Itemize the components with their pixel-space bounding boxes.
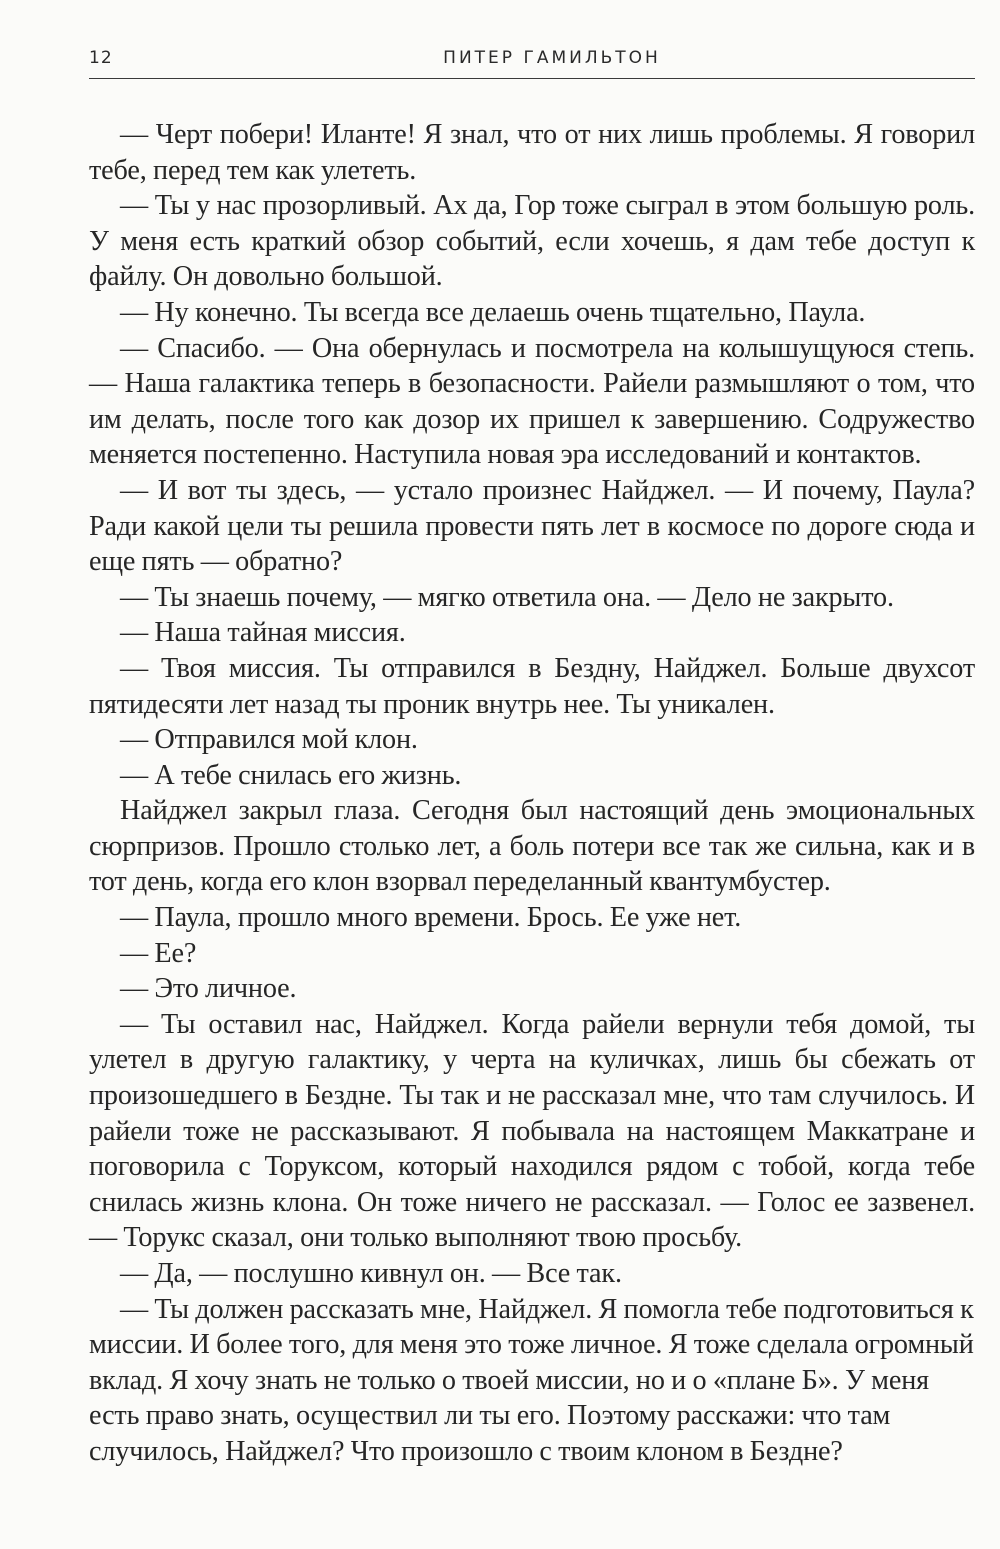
paragraph: — И вот ты здесь, — устало произнес Найджел. — И почему, Паула? Ради какой цели ты решила провести пять лет в космосе по дороге сюда и еще пять — обратно?	[89, 474, 975, 578]
paragraph: — Да, — послушно кивнул он. — Все так.	[120, 1258, 622, 1289]
paragraph: — Ее?	[120, 937, 197, 969]
paragraph: — Ты у нас прозорливый. Ах да, Гор тоже сыграл в этом большую роль. У меня есть краткий обзор событий, если хочешь, я дам тебе доступ к файлу. Он довольно большой.	[89, 190, 975, 293]
page-number: 12	[89, 48, 113, 68]
paragraph: — Спасибо. — Она обернулась и посмотрела на колышущуюся степь. — Наша галактика теперь в безопасности. Райели размышляют о том, что им делать, после того как дозор их пришел к завершению. Содружество меняется постепенно. Наступила новая эра исследований и контактов.	[89, 332, 975, 471]
paragraph: — Ты знаешь почему, — мягко ответила она. — Дело не закрыто.	[120, 581, 894, 613]
paragraph: — Паула, прошло много времени. Брось. Ее уже нет.	[120, 902, 742, 934]
paragraph: — Ты должен рассказать мне, Найджел. Я помогла тебе подготовиться к миссии. И более того, для меня это тоже личное. Я тоже сделала огромный вклад. Я хочу знать не только о твоей миссии, но и о «плане Б». У меня есть право знать, осуществил ли ты его. Поэтому расскажи: что там случилось, Найджел? Что произошло с твоим клоном в Бездне?	[89, 1293, 974, 1467]
paragraph: — Это личное.	[120, 973, 297, 1005]
paragraph: — Отправился мой клон.	[120, 724, 418, 756]
running-title: ПИТЕР ГАМИЛЬТОН	[443, 48, 661, 68]
paragraph: — Ты оставил нас, Найджел. Когда райели вернули тебя домой, ты улетел в другую галактику, у черта на куличках, лишь бы сбежать от произошедшего в Бездне. Ты так и не рассказал мне, что там случилось. И райели тоже не рассказывают. Я побывала на настоящем Маккатране и поговорила с Торуксом, который находился рядом с тобой, когда тебе снилась жизнь клона. Он тоже ничего не рассказал. — Голос ее зазвенел. — Торукс сказал, они только выполняют твою просьбу.	[89, 1008, 975, 1254]
paragraph: — Ну конечно. Ты всегда все делаешь очень тщательно, Паула.	[120, 296, 866, 328]
paragraph: — Наша тайная миссия.	[120, 617, 406, 649]
page-header	[89, 46, 975, 79]
body-text	[89, 117, 975, 1470]
paragraph: — Твоя миссия. Ты отправился в Бездну, Найджел. Больше двухсот пятидесяти лет назад ты проник внутрь нее. Ты уникален.	[89, 652, 975, 720]
paragraph: — А тебе снилась его жизнь.	[120, 759, 462, 791]
paragraph: — Черт побери! Иланте! Я знал, что от них лишь проблемы. Я говорил тебе, перед тем как улететь.	[89, 119, 975, 186]
paragraph: Найджел закрыл глаза. Сегодня был настоящий день эмоциональных сюрпризов. Прошло столько лет, а боль потери все так же сильна, как и в тот день, когда его клон взорвал переделанный квантумбустер.	[89, 795, 975, 898]
